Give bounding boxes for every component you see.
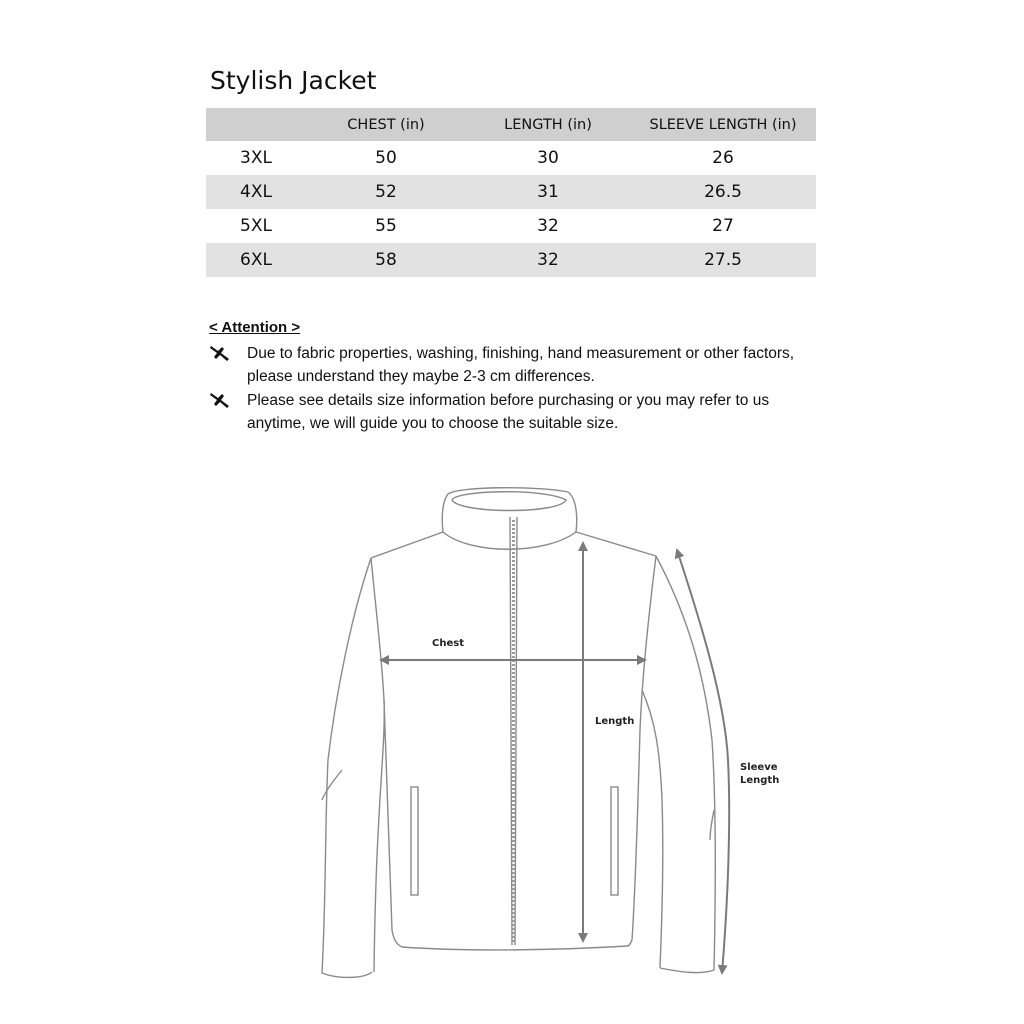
- sleeve-arrow-icon: [677, 550, 729, 973]
- cell-length: 32: [466, 243, 630, 277]
- note-line: anytime, we will guide you to choose the suitable size.: [247, 414, 619, 432]
- size-chart-table: [206, 108, 816, 277]
- cell-sleeve: 27: [712, 216, 734, 236]
- cell-length: 31: [466, 175, 630, 209]
- zipper-icon: [510, 517, 517, 945]
- table-row: [206, 175, 816, 209]
- page-title: Stylish Jacket: [210, 66, 377, 95]
- jacket-outline-icon: [322, 488, 715, 978]
- cell-chest: 55: [375, 216, 397, 236]
- cell-size: 4XL: [206, 175, 306, 209]
- attention-heading: < Attention >: [209, 319, 301, 336]
- note-line: please understand they maybe 2-3 cm differences.: [247, 368, 595, 386]
- pushpin-icon: [209, 391, 231, 409]
- header-size: [206, 108, 306, 141]
- cell-size: 3XL: [240, 148, 272, 168]
- cell-chest: 50: [375, 148, 397, 168]
- header-sleeve-length: SLEEVE LENGTH (in): [630, 108, 816, 141]
- cell-chest: 58: [306, 243, 466, 277]
- note-line: Due to fabric properties, washing, finishing, hand measurement or other factors,: [247, 345, 795, 362]
- cell-chest: 52: [306, 175, 466, 209]
- cell-length: 30: [537, 148, 559, 168]
- cell-size: 5XL: [240, 216, 272, 236]
- table-row: [206, 141, 816, 175]
- attention-note: [209, 342, 849, 389]
- header-chest: CHEST (in): [306, 108, 466, 141]
- note-line: Please see details size information before purchasing or you may refer to us: [247, 391, 770, 409]
- table-row: [206, 209, 816, 243]
- attention-note: [209, 389, 849, 436]
- table-row: [206, 243, 816, 277]
- table-header-row: [206, 108, 816, 141]
- sleeve-label-line1: Sleeve: [740, 762, 778, 773]
- cell-sleeve: 26.5: [630, 175, 816, 209]
- chest-label: Chest: [432, 638, 464, 649]
- cell-sleeve: 27.5: [630, 243, 816, 277]
- cell-length: 32: [537, 216, 559, 236]
- sleeve-label-line2: Length: [740, 775, 780, 786]
- length-label: Length: [595, 716, 635, 727]
- header-length: LENGTH (in): [466, 108, 630, 141]
- cell-sleeve: 26: [712, 148, 734, 168]
- cell-size: 6XL: [206, 243, 306, 277]
- attention-notes: [209, 342, 849, 435]
- pushpin-icon: [209, 344, 231, 362]
